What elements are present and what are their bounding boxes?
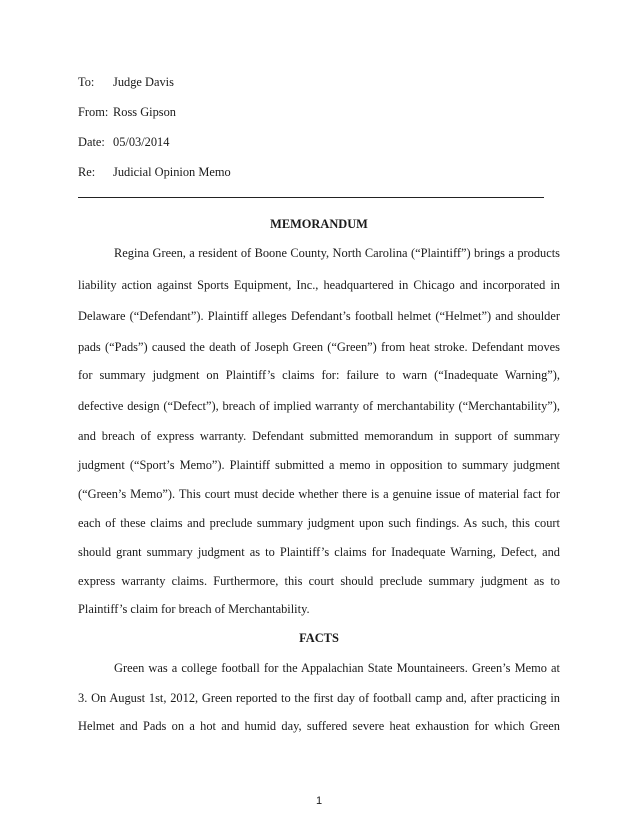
date-row [78, 134, 169, 150]
re-label: Re: [78, 165, 96, 179]
memorandum-line: judgment (“Sport’s Memo”). Plaintiff submitted a memo in opposition to summary judgment [78, 458, 560, 472]
to-value: Judge Davis [113, 75, 174, 89]
memorandum-line: Delaware (“Defendant”). Plaintiff alleges Defendant’s football helmet (“Helmet”) and shoulder [78, 309, 560, 323]
from-value: Ross Gipson [113, 105, 176, 119]
header-divider [78, 197, 544, 198]
memorandum-line: each of these claims and preclude summary judgment upon such findings. As such, this court [78, 516, 560, 530]
page-number: 1 [315, 795, 323, 807]
to-label: To: [78, 75, 95, 89]
memorandum-line: express warranty claims. Furthermore, this court should preclude summary judgment as to [78, 574, 560, 588]
facts-line: Green was a college football for the Appalachian State Mountaineers. Green’s Memo at [114, 661, 560, 675]
memorandum-line: pads (“Pads”) caused the death of Joseph Green (“Green”) from heat stroke. Defendant moves [78, 340, 560, 354]
to-row [78, 74, 174, 90]
memorandum-heading: MEMORANDUM [270, 217, 368, 231]
re-value: Judicial Opinion Memo [113, 165, 231, 179]
memorandum-line: (“Green’s Memo”). This court must decide whether there is a genuine issue of material fact for [78, 487, 560, 501]
memorandum-line: Regina Green, a resident of Boone County, North Carolina (“Plaintiff”) brings a products [114, 246, 560, 260]
from-label: From: [78, 105, 109, 119]
facts-line: 3. On August 1st, 2012, Green reported to the first day of football camp and, after practicing in [78, 691, 560, 705]
memorandum-line: and breach of express warranty. Defendant submitted memorandum in support of summary [78, 429, 560, 443]
memorandum-line: liability action against Sports Equipment, Inc., headquartered in Chicago and incorporated in [78, 278, 560, 292]
facts-heading: FACTS [299, 631, 339, 645]
memorandum-line: Plaintiff’s claim for breach of Merchantability. [78, 602, 310, 616]
memorandum-line: defective design (“Defect”), breach of implied warranty of merchantability (“Merchantability”), [78, 399, 560, 413]
memorandum-line: for summary judgment on Plaintiff’s claims for: failure to warn (“Inadequate Warning”), [78, 368, 560, 382]
date-value: 05/03/2014 [113, 135, 170, 149]
memorandum-line: should grant summary judgment as to Plaintiff’s claims for Inadequate Warning, Defect, and [78, 545, 560, 559]
facts-line: Helmet and Pads on a hot and humid day, suffered severe heat exhaustion for which Green [78, 719, 560, 733]
date-label: Date: [78, 135, 105, 149]
from-row [78, 104, 176, 120]
re-row [78, 164, 231, 180]
